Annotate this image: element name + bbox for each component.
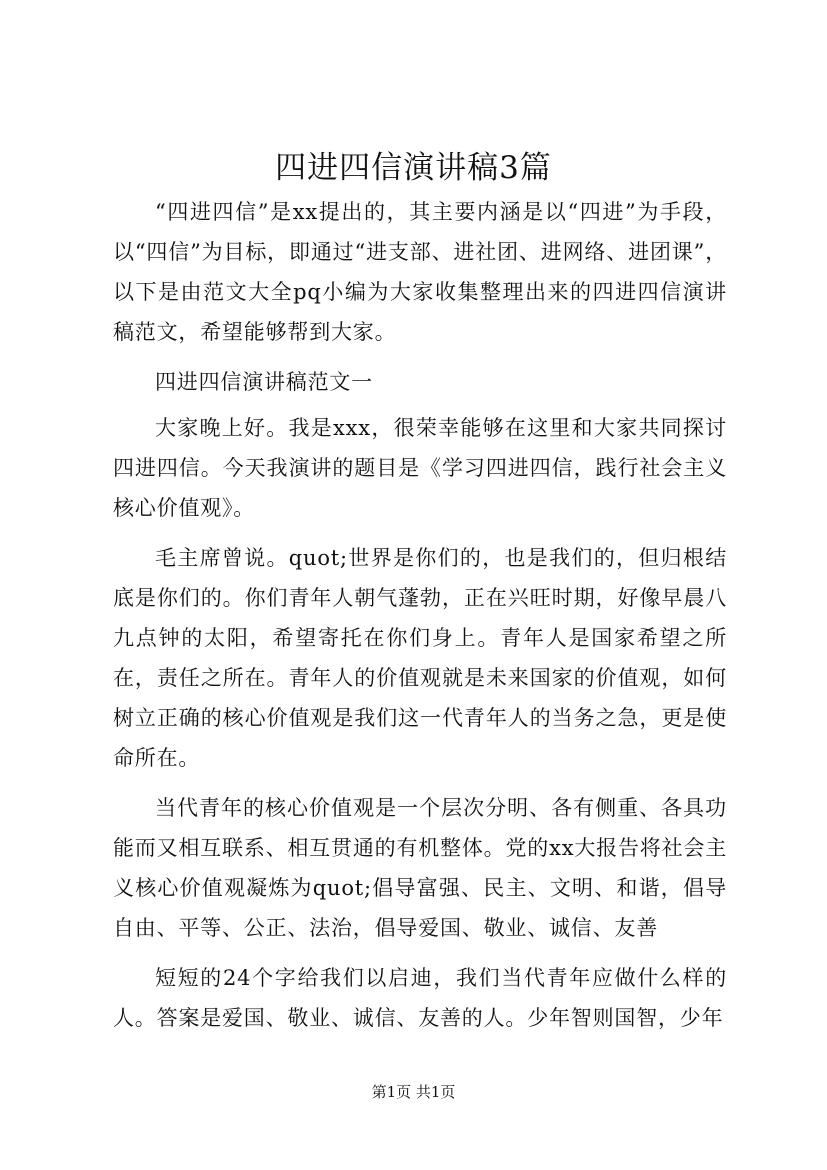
page-footer: [0, 1082, 827, 1102]
page-number-label: 第1页 共1页: [371, 1083, 456, 1101]
document-body: [113, 192, 727, 1048]
paragraph-values: 当代青年的核心价值观是一个层次分明、各有侧重、各具功能而又相互联系、相互贯通的有机整体。党的xx大报告将社会主义核心价值观凝炼为quot;倡导富强、民主、文明、和谐，倡导自由、平等、公正、法治，倡导爱国、敬业、诚信、友善: [113, 796, 727, 940]
paragraph-conclusion: 短短的24个字给我们以启迪，我们当代青年应做什么样的人。答案是爱国、敬业、诚信、友善的人。少年智则国智，少年: [113, 966, 727, 1030]
paragraph-intro: “四进四信”是xx提出的，其主要内涵是以“四进”为手段，以“四信”为目标，即通过“进支部、进社团、进网络、进团课”，以下是由范文大全pq小编为大家收集整理出来的四进四信演讲稿范文，希望能够帮到大家。: [113, 200, 727, 344]
section-heading: 四进四信演讲稿范文一: [155, 370, 373, 394]
document-title: 四进四信演讲稿3篇: [275, 150, 552, 186]
paragraph-quote: 毛主席曾说。quot;世界是你们的，也是我们的，但归根结底是你们的。你们青年人朝气蓬勃，正在兴旺时期，好像早晨八九点钟的太阳，希望寄托在你们身上。青年人是国家希望之所在，责任之所在。青年人的价值观就是未来国家的价值观，如何树立正确的核心价值观是我们这一代青年人的当务之急，更是使命所在。: [113, 546, 727, 770]
paragraph-greeting: 大家晚上好。我是xxx，很荣幸能够在这里和大家共同探讨四进四信。今天我演讲的题目是《学习四进四信，践行社会主义核心价值观》。: [113, 416, 727, 520]
